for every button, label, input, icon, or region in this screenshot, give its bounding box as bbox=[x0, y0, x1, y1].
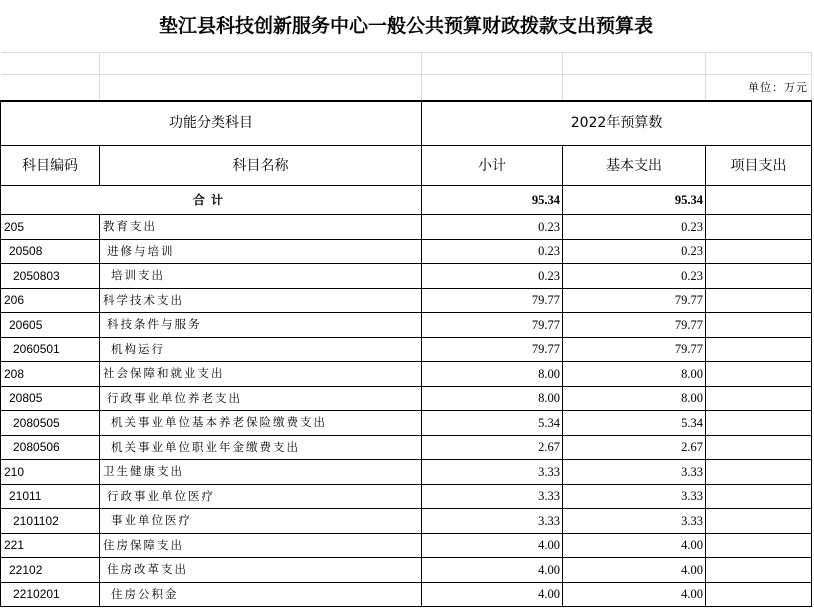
row-basic: 0.23 bbox=[563, 264, 706, 289]
row-basic: 2.67 bbox=[563, 435, 706, 460]
row-code: 208 bbox=[1, 362, 100, 387]
row-subtotal: 5.34 bbox=[422, 411, 563, 436]
total-subtotal: 95.34 bbox=[422, 186, 563, 215]
row-code: 210 bbox=[1, 460, 100, 485]
unit-label: 单位：万元 bbox=[706, 75, 812, 101]
table-row bbox=[1, 215, 812, 240]
row-code: 21011 bbox=[1, 484, 100, 509]
table-row bbox=[1, 533, 812, 558]
row-code: 206 bbox=[1, 288, 100, 313]
subtotal-header: 小计 bbox=[422, 146, 563, 186]
row-name: 行政事业单位医疗 bbox=[100, 484, 422, 509]
row-basic: 0.23 bbox=[563, 239, 706, 264]
row-code: 20605 bbox=[1, 313, 100, 338]
table-row bbox=[1, 509, 812, 534]
row-subtotal: 3.33 bbox=[422, 460, 563, 485]
row-subtotal: 3.33 bbox=[422, 509, 563, 534]
row-name: 住房改革支出 bbox=[100, 558, 422, 583]
row-code: 221 bbox=[1, 533, 100, 558]
code-header: 科目编码 bbox=[1, 146, 100, 186]
row-subtotal: 8.00 bbox=[422, 386, 563, 411]
row-project bbox=[706, 215, 812, 240]
row-basic: 3.33 bbox=[563, 460, 706, 485]
row-project bbox=[706, 362, 812, 387]
row-code: 2080505 bbox=[1, 411, 100, 436]
row-subtotal: 79.77 bbox=[422, 288, 563, 313]
row-basic: 79.77 bbox=[563, 313, 706, 338]
row-project bbox=[706, 288, 812, 313]
row-basic: 4.00 bbox=[563, 582, 706, 607]
row-name: 行政事业单位养老支出 bbox=[100, 386, 422, 411]
row-basic: 5.34 bbox=[563, 411, 706, 436]
row-code: 2210201 bbox=[1, 582, 100, 607]
row-name: 住房公积金 bbox=[100, 582, 422, 607]
row-basic: 79.77 bbox=[563, 288, 706, 313]
row-name: 事业单位医疗 bbox=[100, 509, 422, 534]
row-subtotal: 4.00 bbox=[422, 558, 563, 583]
row-project bbox=[706, 558, 812, 583]
row-basic: 8.00 bbox=[563, 386, 706, 411]
total-label: 合计 bbox=[1, 186, 422, 215]
row-project bbox=[706, 337, 812, 362]
table-row bbox=[1, 239, 812, 264]
row-code: 2050803 bbox=[1, 264, 100, 289]
page-title: 垫江县科技创新服务中心一般公共预算财政拨款支出预算表 bbox=[1, 0, 812, 53]
unit-row bbox=[1, 75, 812, 101]
row-basic: 3.33 bbox=[563, 509, 706, 534]
table-row bbox=[1, 484, 812, 509]
budget-year-header: 2022年预算数 bbox=[422, 101, 812, 146]
total-project bbox=[706, 186, 812, 215]
row-name: 机关事业单位基本养老保险缴费支出 bbox=[100, 411, 422, 436]
blank-row bbox=[1, 53, 812, 75]
header-row-2 bbox=[1, 146, 812, 186]
row-basic: 8.00 bbox=[563, 362, 706, 387]
row-name: 科技条件与服务 bbox=[100, 313, 422, 338]
row-code: 20508 bbox=[1, 239, 100, 264]
row-project bbox=[706, 460, 812, 485]
row-project bbox=[706, 435, 812, 460]
row-subtotal: 79.77 bbox=[422, 337, 563, 362]
row-code: 20805 bbox=[1, 386, 100, 411]
table-row bbox=[1, 582, 812, 607]
row-basic: 4.00 bbox=[563, 533, 706, 558]
total-row bbox=[1, 186, 812, 215]
row-subtotal: 8.00 bbox=[422, 362, 563, 387]
row-subtotal: 0.23 bbox=[422, 239, 563, 264]
row-project bbox=[706, 411, 812, 436]
row-name: 教育支出 bbox=[100, 215, 422, 240]
row-project bbox=[706, 509, 812, 534]
header-row-1 bbox=[1, 101, 812, 146]
row-subtotal: 0.23 bbox=[422, 215, 563, 240]
row-name: 机构运行 bbox=[100, 337, 422, 362]
row-code: 205 bbox=[1, 215, 100, 240]
table-row bbox=[1, 386, 812, 411]
table-row bbox=[1, 288, 812, 313]
functional-category-header: 功能分类科目 bbox=[1, 101, 422, 146]
row-project bbox=[706, 533, 812, 558]
name-header: 科目名称 bbox=[100, 146, 422, 186]
row-code: 2060501 bbox=[1, 337, 100, 362]
table-row bbox=[1, 337, 812, 362]
row-project bbox=[706, 386, 812, 411]
table-row bbox=[1, 264, 812, 289]
row-project bbox=[706, 313, 812, 338]
row-project bbox=[706, 264, 812, 289]
row-subtotal: 4.00 bbox=[422, 533, 563, 558]
row-basic: 4.00 bbox=[563, 558, 706, 583]
row-code: 2101102 bbox=[1, 509, 100, 534]
table-row bbox=[1, 362, 812, 387]
total-basic: 95.34 bbox=[563, 186, 706, 215]
row-name: 进修与培训 bbox=[100, 239, 422, 264]
project-header: 项目支出 bbox=[706, 146, 812, 186]
row-basic: 79.77 bbox=[563, 337, 706, 362]
row-project bbox=[706, 582, 812, 607]
row-code: 22102 bbox=[1, 558, 100, 583]
row-basic: 0.23 bbox=[563, 215, 706, 240]
row-name: 科学技术支出 bbox=[100, 288, 422, 313]
row-name: 机关事业单位职业年金缴费支出 bbox=[100, 435, 422, 460]
table-row bbox=[1, 411, 812, 436]
row-name: 社会保障和就业支出 bbox=[100, 362, 422, 387]
row-project bbox=[706, 484, 812, 509]
table-row bbox=[1, 435, 812, 460]
row-name: 培训支出 bbox=[100, 264, 422, 289]
table-row bbox=[1, 313, 812, 338]
table-row bbox=[1, 558, 812, 583]
row-code: 2080506 bbox=[1, 435, 100, 460]
row-name: 卫生健康支出 bbox=[100, 460, 422, 485]
row-subtotal: 0.23 bbox=[422, 264, 563, 289]
row-subtotal: 4.00 bbox=[422, 582, 563, 607]
row-basic: 3.33 bbox=[563, 484, 706, 509]
table-row bbox=[1, 460, 812, 485]
row-project bbox=[706, 239, 812, 264]
row-name: 住房保障支出 bbox=[100, 533, 422, 558]
basic-header: 基本支出 bbox=[563, 146, 706, 186]
row-subtotal: 79.77 bbox=[422, 313, 563, 338]
row-subtotal: 2.67 bbox=[422, 435, 563, 460]
row-subtotal: 3.33 bbox=[422, 484, 563, 509]
